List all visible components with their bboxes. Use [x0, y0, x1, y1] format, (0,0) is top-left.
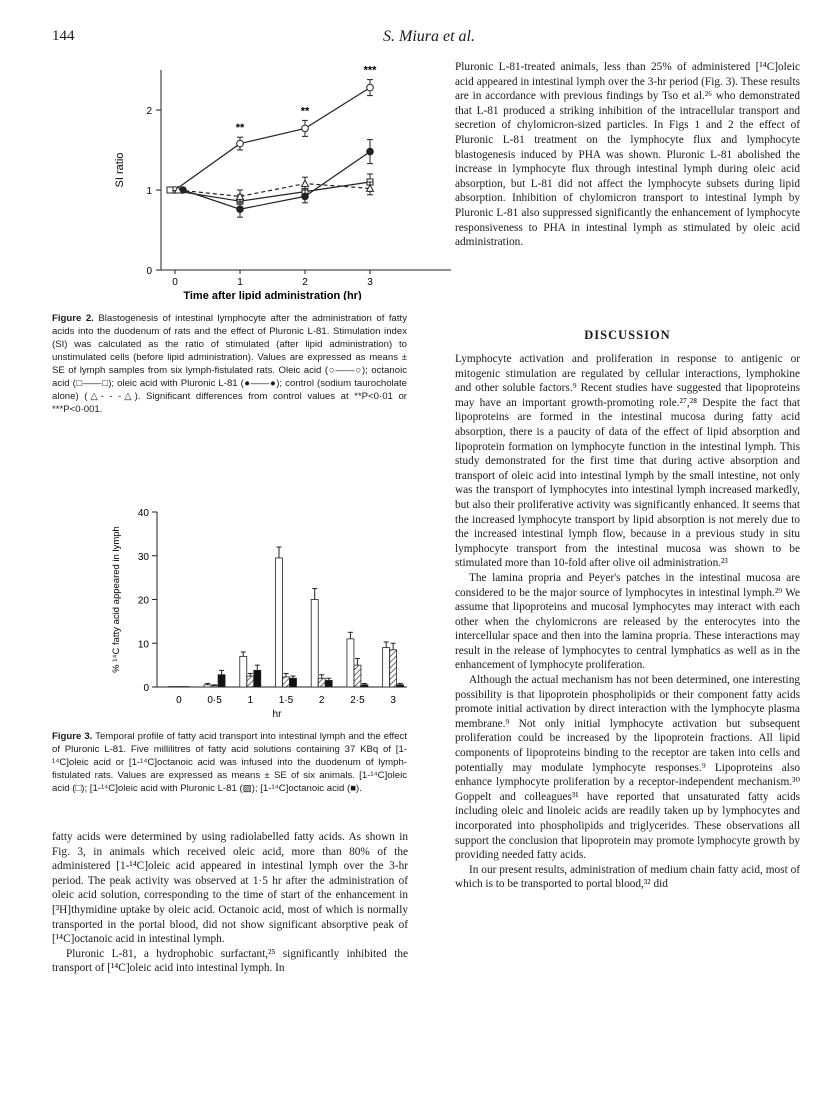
bar	[318, 678, 325, 687]
figure-3-caption-text: Temporal profile of fatty acid transport into intestinal lymph and the effect of Pluronic L-81. Five millilitres of fatty acid solutions containing 37 KBq of [1-¹⁴C]oleic acid or [1-¹⁴C]octanoic acid was infused into the duodenum of lymph-fistulated rats. Values are expressed as means ± SE of six animals. [1-¹⁴C]oleic acid (□); [1-¹⁴C]oleic acid with Pluronic L-81 (▨); [1-¹⁴C]octanoic acid (■).	[52, 731, 407, 794]
x-tick-label: 3	[390, 695, 396, 706]
y-tick-label: 2	[146, 106, 152, 117]
right-paragraph-5: In our present results, administration of medium chain fatty acid, most of which is to be transported to portal blood,³² did	[455, 863, 800, 891]
bar	[390, 650, 397, 687]
right-paragraph-2: Lymphocyte activation and proliferation in response to antigenic or mitogenic stimulation are regulated by cellular interactions, lymphokine and other soluble factors.⁹ Recent studies have suggested that lipoproteins may have an important growth-promoting role.²⁷,²⁸ Despite the fact that lipoproteins are formed in the intestinal mucosa during fatty acid absorption, there is a paucity of data of the effect of lipid absorption and lipoprotein formation on lymphocyte function in the intestinal lymph. This study demonstrated for the first time that during active absorption and transport of oleic acid into intestinal lymph by the small intestine, not only was the transport of lymphocytes into intestinal lymph increased markedly, but also their proliferative activity was significantly enhanced. It seems that the increased lymphocyte transport by lipid absorption is not merely due to the increased intestinal lymph flow, because in a previous study in situ lymphocyte transport from the intestinal mucosa was shown to be stimulated more than 10-fold after olive oil administration.²³	[455, 353, 800, 570]
bar	[325, 680, 332, 687]
bar	[218, 675, 225, 687]
figure-2-caption	[52, 312, 407, 416]
x-tick-label: 0	[176, 695, 182, 706]
bar	[254, 670, 261, 687]
left-column-text	[52, 830, 408, 976]
bar	[240, 656, 247, 687]
figure-2-chart	[105, 60, 465, 300]
running-head: S. Miura et al.	[383, 28, 475, 45]
bar	[204, 685, 211, 687]
x-tick-label: 1·5	[278, 695, 294, 706]
bar	[354, 665, 361, 687]
series-line-1	[175, 88, 370, 190]
figure-3-caption	[52, 730, 407, 795]
bar	[361, 685, 368, 687]
bar	[383, 648, 390, 687]
right-paragraph-4: Although the actual mechanism has not been determined, one interesting possibility is that lipoprotein phospholipids or their component fatty acids promote initial activation by direct interaction with the lymphocyte plasma membrane.⁹ Not only initial lymphocyte activation but subsequent proliferation could be increased by the lipoprotein fractions. All lipid components of lipoproteins binding to the receptor are taken into cells and potentially may modulate lymphocyte responses.⁹ Lipoproteins also enhance lymphocyte proliferation by a receptor-independent mechanism.³⁰ Goppelt and colleagues³¹ have reported that unsaturated fatty acids including oleic and linoleic acids are readily taken up by lymphocytes and incorporated into phospholipids and triglycerides. These observations all support the conclusion that lipoprotein may promote lymphocyte growth by providing needed fatty acids.	[455, 674, 800, 862]
x-tick-label: 1	[237, 277, 243, 288]
y-tick-label: 0	[146, 266, 152, 277]
data-point	[237, 140, 244, 147]
data-point	[302, 193, 309, 200]
significance-marker: **	[235, 122, 245, 135]
y-axis-label: % ¹⁴C fatty acid appeared in lymph	[111, 526, 122, 673]
y-tick-label: 10	[137, 639, 149, 651]
x-axis-label: Time after lipid administration (hr)	[183, 290, 362, 300]
x-tick-label: 2	[318, 695, 325, 706]
right-column-discussion	[455, 352, 800, 892]
series-line-2	[170, 182, 370, 201]
bar	[211, 686, 218, 687]
y-tick-label: 0	[143, 683, 149, 694]
left-paragraph-2: Pluronic L-81, a hydrophobic surfactant,²⁵ significantly inhibited the transport of [¹⁴C]oleic acid into intestinal lymph. In	[52, 947, 408, 975]
significance-marker: **	[300, 105, 310, 118]
series-line-3	[183, 152, 370, 210]
right-column-top	[455, 60, 800, 250]
discussion-heading: DISCUSSION	[584, 328, 671, 342]
figure-3-chart	[105, 500, 425, 740]
y-tick-label: 30	[137, 551, 149, 563]
x-tick-label: 2	[302, 277, 308, 288]
y-tick-label: 40	[137, 508, 149, 519]
right-paragraph-1: Pluronic L-81-treated animals, less than 25% of administered [¹⁴C]oleic acid appeared in intestinal lymph over the 3-hr period (Fig. 3). These results are in accordance with previous findings by Tso et al.²⁶ who demonstrated that L-81 produced a striking inhibition of the intracellular transport and secretion of chylomicron-sized particles. In Figs 1 and 2 the effect of Pluronic L-81 treatment on the lymphocyte flux and lymphocyte blastogenesis induced by PHA was shown. Pluronic L-81 abolished the increase in lymphocyte flux through intestinal lymph during oleic acid absorption, but L-81 did not affect the lymphocyte subsets during lipid absorption. Inhibition of chylomicron transport to intestinal lymph by Pluronic L-81 also suppressed significantly the enhancement of lymphocyte responsiveness to PHA in intestinal lymph as stimulated by oleic acid administration.	[455, 61, 800, 249]
x-tick-label: 0	[172, 277, 178, 288]
bar	[247, 676, 254, 687]
right-paragraph-3: The lamina propria and Peyer's patches in the intestinal mucosa are considered to be the major source of lymphocytes in intestinal lymph.²⁹ We assume that lipoproteins and mucosal lymphocytes may interact with each other when the chylomicrons are released by the enterocytes into the intercellular space and then into the lamina propria. These interactions may result in the release of lymphocytes to central lymphatics as well as in the enhancement of lymphocyte proliferation.	[455, 571, 800, 672]
figure-2-caption-text: Blastogenesis of intestinal lymphocyte after the administration of fatty acids into the duodenum of rats and the effect of Pluronic L-81. Stimulation index (SI) was calculated as the ratio of stimulated (after lipid administration) to unstimulated cells (before lipid administration). Values are expressed as means ± SE of lymph samples from six lymph-fistulated rats. Oleic acid (○——○); octanoic acid (□——□); oleic acid with Pluronic L-81 (●——●); control (sodium taurocholate alone) (△- - -△). Significant differences from control values at **P<0·01 or ***P<0·001.	[52, 313, 408, 415]
bar	[311, 600, 318, 688]
x-tick-label: 3	[367, 277, 373, 288]
figure-3-caption-label: Figure 3.	[52, 731, 93, 742]
bar	[347, 639, 354, 687]
figure-2-caption-label: Figure 2.	[52, 313, 94, 324]
left-paragraph-1: fatty acids were determined by using radiolabelled fatty acids. As shown in Fig. 3, in animals which received oleic acid, more than 80% of the administered [1-¹⁴C]oleic acid appeared in intestinal lymph over the 3-hr period. The peak activity was observed at 1·5 hr after the administration of oleic acid solution, corresponding to the time of start of the enhancement in [³H]thymidine uptake by oleic acid. Octanoic acid, most of which is normally transported in the portal blood, did not show significant absorptive peak of [¹⁴C]octanoic acid in intestinal lymph.	[52, 831, 408, 946]
x-tick-label: 1	[247, 695, 254, 706]
x-tick-label: 0·5	[207, 695, 222, 706]
bar	[283, 677, 290, 687]
data-point	[237, 206, 244, 213]
y-tick-label: 20	[137, 595, 149, 607]
bar	[290, 678, 297, 687]
series-line-4	[178, 184, 370, 197]
data-point	[367, 148, 374, 155]
page-number: 144	[52, 28, 75, 44]
significance-marker: ***	[363, 64, 377, 77]
y-tick-label: 1	[146, 186, 152, 197]
data-point	[367, 84, 374, 91]
bar	[276, 558, 283, 687]
data-point	[302, 180, 309, 187]
x-tick-label: 2·5	[350, 695, 365, 706]
data-point	[302, 125, 309, 132]
data-point	[167, 187, 173, 193]
x-axis-label: hr	[272, 709, 282, 720]
bar	[397, 685, 404, 687]
y-axis-label: SI ratio	[114, 152, 126, 188]
